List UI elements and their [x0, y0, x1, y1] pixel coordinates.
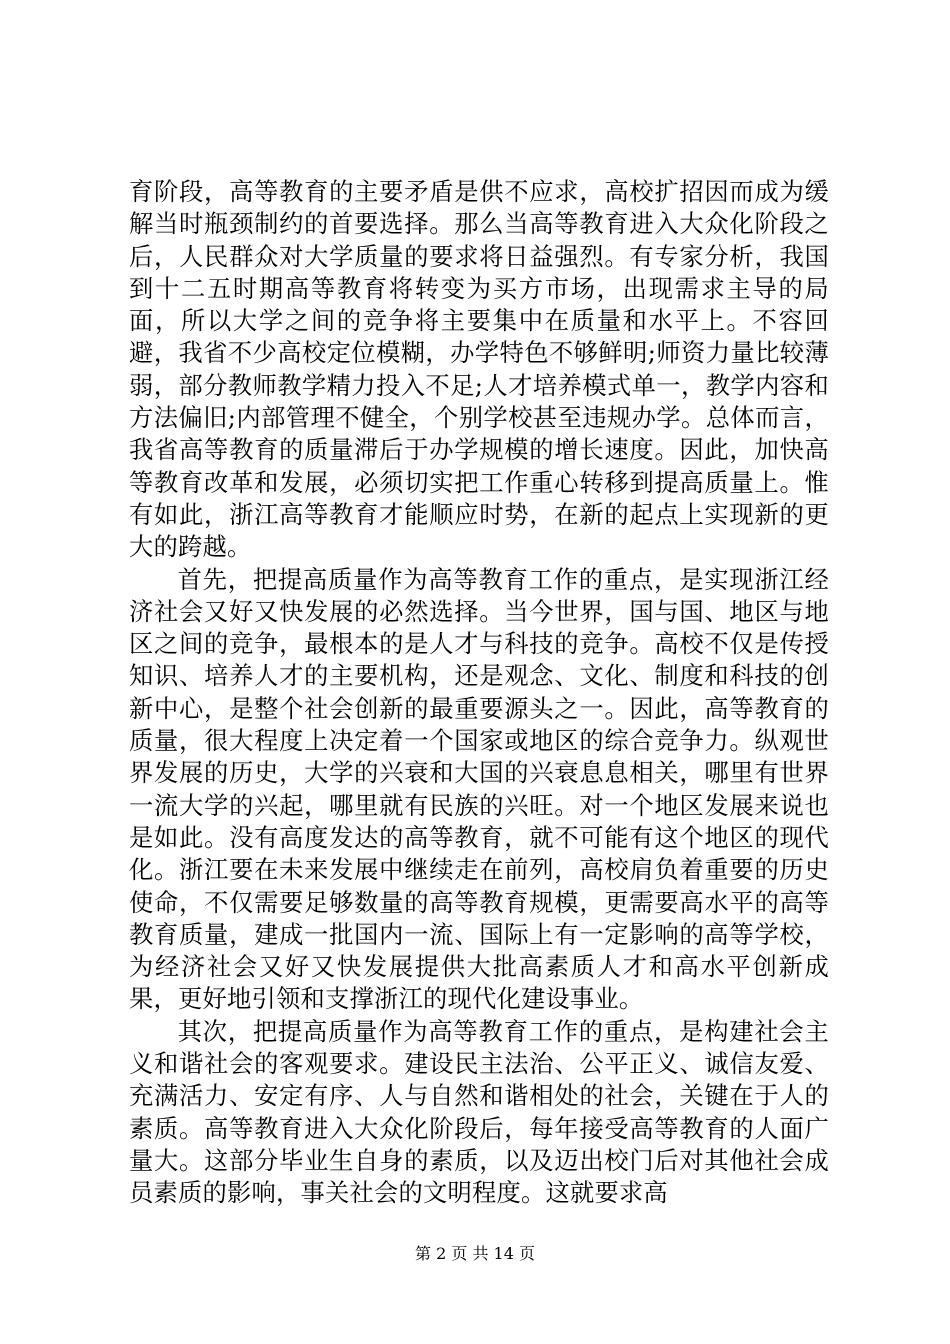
page-footer: [0, 1244, 950, 1264]
paragraph-1: 育阶段，高等教育的主要矛盾是供不应求，高校扩招因而成为缓解当时瓶颈制约的首要选择。那么当高等教育进入大众化阶段之后，人民群众对大学质量的要求将日益强烈。有专家分析，我国到十二五时期高等教育将转变为买方市场，出现需求主导的局面，所以大学之间的竞争将主要集中在质量和水平上。不容回避，我省不少高校定位模糊，办学特色不够鲜明;师资力量比较薄弱，部分教师教学精力投入不足;人才培养模式单一，教学内容和方法偏旧;内部管理不健全，个别学校甚至违规办学。总体而言，我省高等教育的质量滞后于办学规模的增长速度。因此，加快高等教育改革和发展，必须切实把工作重心转移到提高质量上。惟有如此，浙江高等教育才能顺应时势，在新的起点上实现新的更大的跨越。: [129, 177, 829, 562]
paragraph-2: 首先，把提高质量作为高等教育工作的重点，是实现浙江经济社会又好又快发展的必然选择。当今世界，国与国、地区与地区之间的竞争，最根本的是人才与科技的竞争。高校不仅是传授知识、培养人才的主要机构，还是观念、文化、制度和科技的创新中心，是整个社会创新的最重要源头之一。因此，高等教育的质量，很大程度上决定着一个国家或地区的综合竞争力。纵观世界发展的历史，大学的兴衰和大国的兴衰息息相关，哪里有世界一流大学的兴起，哪里就有民族的兴旺。对一个地区发展来说也是如此。没有高度发达的高等教育，就不可能有这个地区的现代化。浙江要在未来发展中继续走在前列，高校肩负着重要的历史使命，不仅需要足够数量的高等教育规模，更需要高水平的高等教育质量，建成一批国内一流、国际上有一定影响的高等学校，为经济社会又好又快发展提供大批高素质人才和高水平创新成果，更好地引领和支撑浙江的现代化建设事业。: [129, 564, 829, 1014]
page-number-label: 第 2 页 共 14 页: [415, 1244, 535, 1263]
document-body: [129, 176, 829, 1210]
paragraph-3: 其次，把提高质量作为高等教育工作的重点，是构建社会主义和谐社会的客观要求。建设民主法治、公平正义、诚信友爱、充满活力、安定有序、人与自然和谐相处的社会，关键在于人的素质。高等教育进入大众化阶段后，每年接受高等教育的人面广量大。这部分毕业生自身的素质，以及迈出校门后对其他社会成员素质的影响，事关社会的文明程度。这就要求高: [129, 1016, 829, 1208]
